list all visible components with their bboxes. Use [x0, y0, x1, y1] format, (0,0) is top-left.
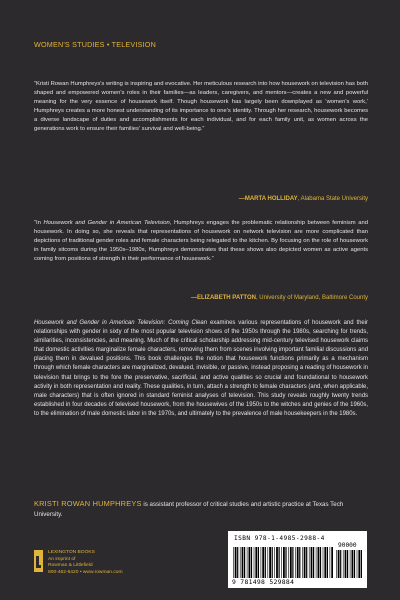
barcode-bar [269, 547, 271, 578]
publisher-parent: Rowman & Littlefield [48, 563, 93, 569]
barcode-bar [324, 547, 326, 578]
review-text-2-rest: , Humphreys engages the problematic relationship between feminism and housework. In doing so, she reveals that representations of housework on network television are more complicated than depictions of traditional gender roles and female characters being relegated to the kitchen. By focusing on the role of housework in family sitcoms during the 1950s–1980s, Humphreys demonstrates that these shows also depicted women as active agents coming from positions of strength in their performance of housework.” [34, 220, 368, 263]
publisher-text [48, 550, 123, 576]
barcode-bar [288, 547, 289, 578]
barcode-bar [237, 547, 238, 578]
barcode-bar [336, 550, 337, 578]
barcode-bar [258, 547, 259, 578]
barcode-bar [313, 547, 314, 578]
barcode-bar [352, 550, 354, 578]
barcode-bar [340, 550, 341, 578]
barcode-bar [272, 547, 273, 578]
publisher-block [34, 550, 194, 586]
barcode-bar [254, 547, 255, 578]
category-label: WOMEN'S STUDIES • TELEVISION [34, 40, 156, 49]
barcode-bar [281, 547, 282, 578]
barcode-bar [290, 547, 292, 578]
barcode-bar [330, 547, 331, 578]
barcode-bar [323, 547, 324, 578]
barcode-bar [354, 550, 355, 578]
barcode-addon-bars [336, 550, 362, 578]
publisher-name: LEXINGTON BOOKS [48, 550, 95, 555]
barcode-bar [350, 550, 351, 578]
barcode-bar [249, 547, 251, 578]
barcode-bar [261, 547, 262, 578]
barcode-bar [331, 547, 333, 578]
review-text-1: “Kristi Rowan Humphreys's writing is inspiring and evocative. Her meticulous research into how housework on television has both shaped and empowered women's roles in their families—as leaders, caregivers, and mentors—creates a new and powerful meaning for the very essence of housework itself. Though housework has largely been downplayed as ‘women's work,’ Humphreys creates a more honest understanding of its importance to one's identity. Through her research, housework becomes a diverse landscape of duties and accomplishments for each individual, and for each family unit, as women across the generations work to ensure their families' survival and well-being.” [34, 81, 368, 133]
author-name: KRISTI ROWAN HUMPHREYS [34, 499, 142, 508]
barcode-bars [233, 547, 333, 578]
isbn-barcode [228, 531, 367, 588]
barcode-bar [295, 547, 296, 578]
barcode-bar [311, 547, 313, 578]
lexington-logo-icon [34, 550, 43, 572]
barcode-bar [316, 547, 317, 578]
barcode-bar [358, 550, 360, 578]
barcode-bar [318, 547, 320, 578]
barcode-bar [265, 547, 266, 578]
book-description [34, 319, 368, 419]
barcode-bar [262, 547, 264, 578]
barcode-bar [244, 547, 245, 578]
barcode-bar [283, 547, 285, 578]
barcode-bar [251, 547, 252, 578]
reviewer-affiliation-2: , University of Maryland, Baltimore County [255, 295, 368, 301]
isbn-number: ISBN 978-1-4985-2988-4 [234, 535, 325, 542]
barcode-bar [357, 550, 358, 578]
author-bio-text: is assistant professor of critical studies and artistic practice at Texas Tech University. [34, 501, 344, 518]
barcode-bar [235, 547, 237, 578]
barcode-bar [338, 550, 340, 578]
barcode-bar [320, 547, 321, 578]
barcode-bar [297, 547, 299, 578]
barcode-bar [306, 547, 307, 578]
reviewer-name-1: —MARTA HOLLIDAY [238, 196, 298, 202]
reviewer-name-2: —ELIZABETH PATTON [190, 295, 256, 301]
author-bio [34, 499, 368, 520]
barcode-digits: 9 781498 529884 [232, 578, 295, 586]
barcode-bar [255, 547, 257, 578]
barcode-bar [285, 547, 286, 578]
barcode-bar [247, 547, 248, 578]
barcode-bar [309, 547, 310, 578]
barcode-bar [274, 547, 275, 578]
review-attribution-1 [34, 195, 368, 204]
barcode-bar [276, 547, 278, 578]
barcode-bar [327, 547, 328, 578]
barcode-bar [304, 547, 306, 578]
barcode-bar [242, 547, 244, 578]
barcode-bar [302, 547, 303, 578]
barcode-bar [268, 547, 269, 578]
review-blurb-2 [34, 219, 368, 264]
barcode-bar [347, 550, 348, 578]
book-title-italic: Housework and Gender in American Television: Coming Clean [34, 320, 208, 326]
barcode-bar [361, 550, 362, 578]
barcode-bar [233, 547, 234, 578]
reviewer-affiliation-1: , Alabama State University [297, 196, 368, 202]
publisher-contact: 800-462-6420 • www.rowman.com [48, 569, 123, 575]
description-body: examines various representations of housework and their relationships with gender in sixty of the most popular television shows of the 1950s through the 1980s, searching for trends, similarities, inconsistencies, and meaning. Much of the critical scholarship addressing mid-century televised housework claims that domestic activities marginalize female characters, removing them from scenes involving important familial discussions and placing them in devalued positions. This book challenges the notion that housework functions primarily as a mechanism through which female characters are marginalized, devalued, invisible, or passive, instead proposing a reading of housework in television that brings to the fore the preservative, sacrificial, and active qualities so crucial and foundational to housework activity in both representation and reality. These qualities, in turn, attach a strength to female characters (and, when applicable, male characters) that is often ignored in standard feminist analyses of television. This study reveals roughly twenty trends established in four decades of televised housework, from the housewives of the 1950s to the witches and genies of the 1960s, to the elimination of male domestic labor in the 1970s, and ultimately to the prevalence of male housekeepers in the 1980s. [34, 320, 368, 417]
barcode-bar [279, 547, 280, 578]
review-blurb-1 [34, 80, 368, 134]
barcode-bar [343, 550, 344, 578]
barcode-bar [292, 547, 293, 578]
review-text-2-title: Housework and Gender in American Television [43, 220, 170, 226]
review-attribution-2 [34, 294, 368, 303]
barcode-bar [345, 550, 347, 578]
review-text-2-prefix: “In [34, 220, 44, 226]
barcode-bar [240, 547, 241, 578]
publisher-imprint: An imprint of [48, 556, 76, 562]
price-code: 90000 [338, 542, 357, 549]
barcode-bar [299, 547, 300, 578]
